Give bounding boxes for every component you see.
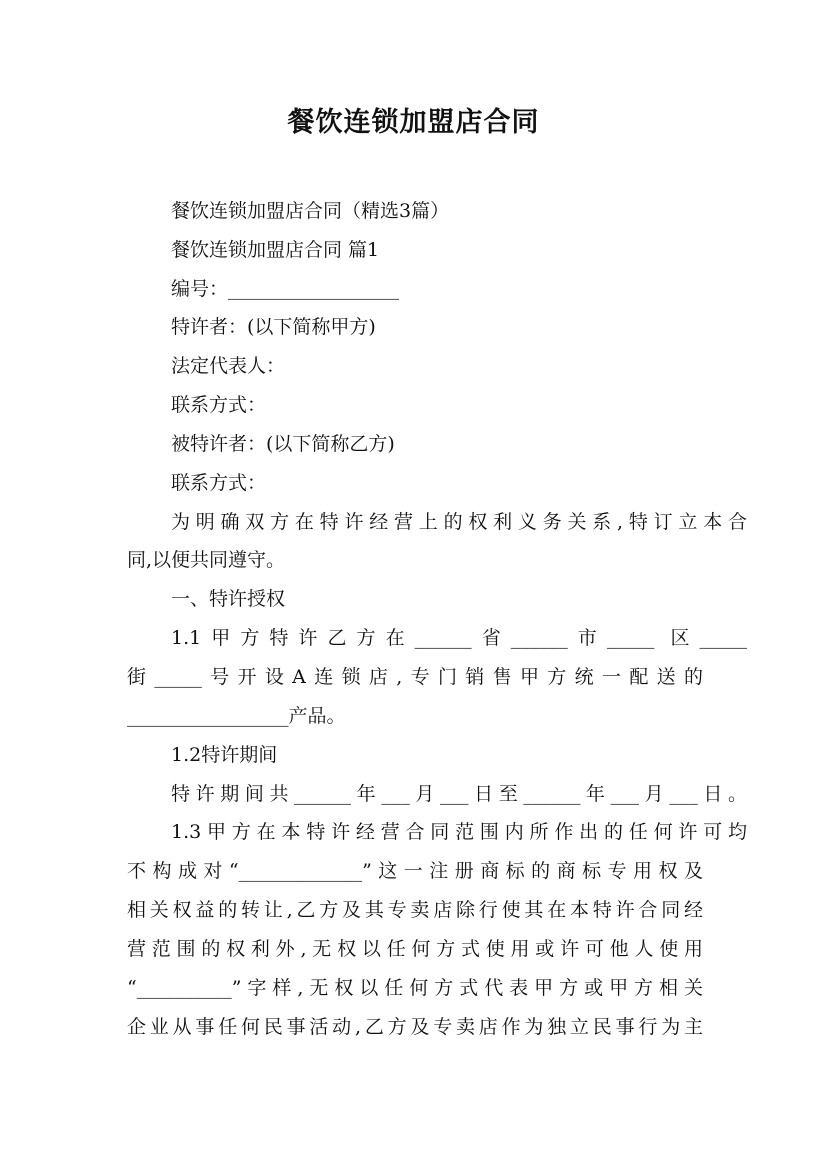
- text-line: 编号：__________________: [171, 278, 400, 300]
- text-line: 联系方式：: [171, 394, 267, 416]
- text-line: 特许期间共______年___月___日至______年___月___日。: [171, 783, 747, 805]
- text-line: 相关权益的转让,乙方及其专卖店除行使其在本特许合同经: [127, 899, 703, 921]
- text-line: 为明确双方在特许经营上的权利义务关系,特订立本合: [171, 511, 747, 533]
- section-heading: 一、特许授权: [171, 588, 286, 610]
- text-line: 营范围的权利外,无权以任何方式使用或许可他人使用: [127, 938, 703, 960]
- document-title: 餐饮连锁加盟店合同: [287, 107, 540, 138]
- text-line: 餐饮连锁加盟店合同（精选3篇）: [171, 200, 450, 222]
- text-line: _________________产品。: [127, 705, 346, 727]
- text-line: “__________”字样,无权以任何方式代表甲方或甲方相关: [127, 977, 703, 999]
- text-line: 特许者：(以下简称甲方): [171, 316, 376, 338]
- text-line: 1.3甲方在本特许经营合同范围内所作出的任何许可均: [171, 821, 747, 843]
- text-line: 街_____号开设A连锁店,专门销售甲方统一配送的: [127, 666, 703, 688]
- text-line: 1.2特许期间: [171, 744, 278, 766]
- text-line: 不构成对“_____________”这一注册商标的商标专用权及: [127, 860, 703, 882]
- text-line: 餐饮连锁加盟店合同 篇1: [171, 239, 380, 261]
- text-line: 同,以便共同遵守。: [127, 549, 286, 571]
- text-line: 1.1甲方特许乙方在______省______市_____ 区_____: [171, 627, 747, 649]
- text-line: 法定代表人：: [171, 355, 286, 377]
- text-line: 被特许者：(以下简称乙方): [171, 433, 395, 455]
- text-line: 联系方式：: [171, 472, 267, 494]
- text-line: 企业从事任何民事活动,乙方及专卖店作为独立民事行为主: [127, 1016, 703, 1038]
